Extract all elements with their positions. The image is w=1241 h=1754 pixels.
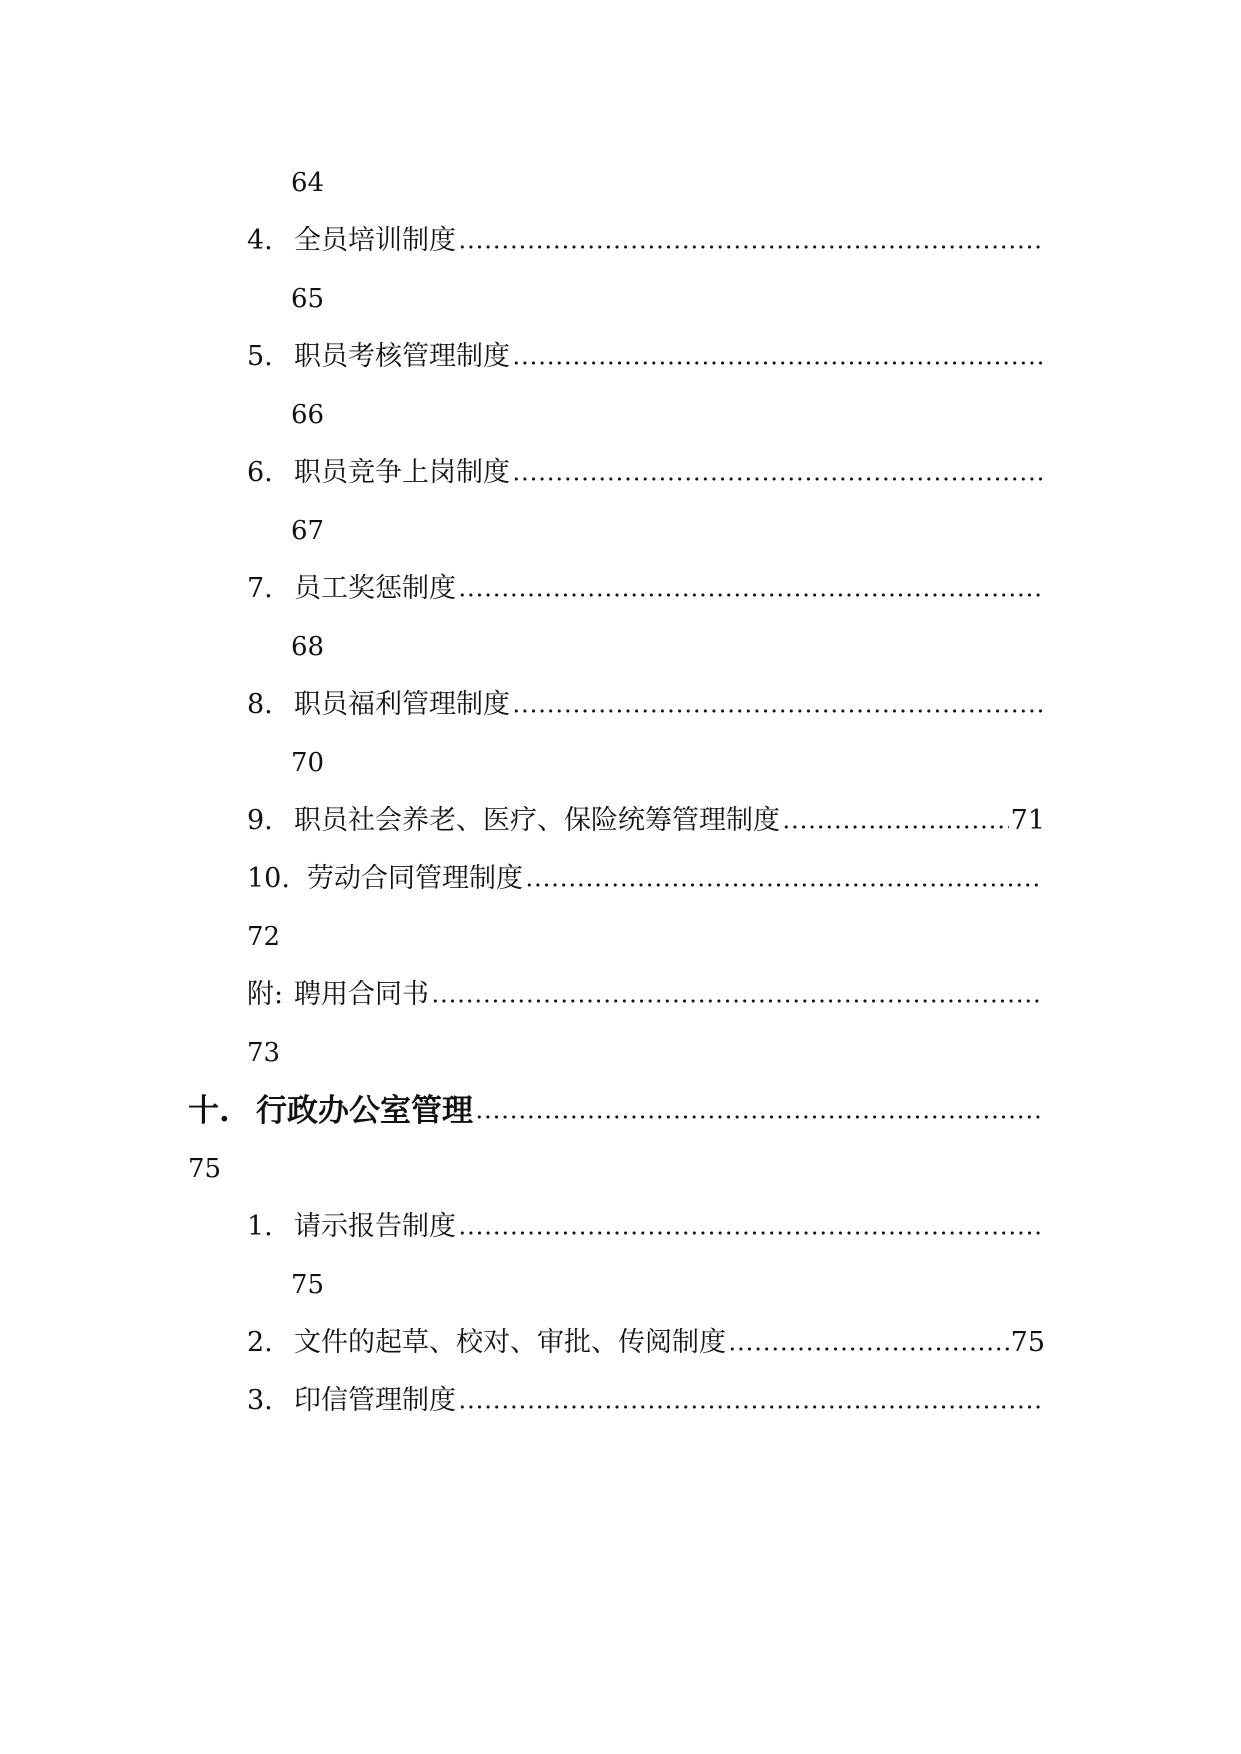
dot-leader <box>431 999 1043 1003</box>
toc-page-number: 75 <box>291 1270 325 1300</box>
toc-page-number: 67 <box>291 516 325 546</box>
toc-page-number: 73 <box>247 1038 281 1068</box>
dot-leader <box>525 883 1043 887</box>
toc-entry-number: 10. <box>247 863 290 894</box>
toc-entry-number: 5. <box>247 341 273 372</box>
toc-section-number: 十. <box>188 1093 230 1129</box>
dot-leader <box>475 1115 1043 1119</box>
toc-section-heading[interactable] <box>188 1091 1045 1131</box>
toc-page-number: 64 <box>291 168 325 198</box>
toc-entry-title: 请示报告制度 <box>294 1211 456 1242</box>
dot-leader <box>728 1347 1009 1351</box>
dot-leader <box>512 709 1043 713</box>
toc-entry[interactable] <box>247 453 1045 493</box>
toc-page-number: 68 <box>291 632 325 662</box>
toc-entry-number: 6. <box>247 457 273 488</box>
toc-entry[interactable] <box>247 685 1045 725</box>
toc-entry[interactable] <box>247 569 1045 609</box>
toc-entry-title: 职员竞争上岗制度 <box>294 457 510 488</box>
dot-leader <box>458 245 1043 249</box>
toc-section-title: 行政办公室管理 <box>256 1093 473 1129</box>
toc-entry-number: 8. <box>247 689 273 720</box>
toc-entry-number: 1. <box>247 1211 273 1242</box>
toc-entry-title: 职员社会养老、医疗、保险统筹管理制度 <box>294 805 780 836</box>
toc-page-number: 75 <box>188 1154 222 1184</box>
toc-entry-page: 71 <box>1010 805 1045 836</box>
toc-entry-number: 3. <box>247 1385 273 1416</box>
dot-leader <box>512 361 1043 365</box>
dot-leader <box>782 825 1009 829</box>
toc-entry[interactable] <box>247 975 1045 1015</box>
toc-entry-page: 75 <box>1010 1327 1045 1358</box>
toc-entry[interactable] <box>247 801 1045 841</box>
dot-leader <box>512 477 1043 481</box>
toc-entry[interactable] <box>247 1323 1045 1363</box>
toc-entry[interactable] <box>247 221 1045 261</box>
toc-entry-number: 9. <box>247 805 273 836</box>
toc-entry-title: 员工奖惩制度 <box>294 573 456 604</box>
toc-entry-number: 4. <box>247 225 273 256</box>
toc-entry[interactable] <box>247 859 1045 899</box>
toc-entry-number: 附: <box>247 979 284 1010</box>
toc-entry[interactable] <box>247 1381 1045 1421</box>
toc-page-number: 66 <box>291 400 325 430</box>
toc-entry-number: 2. <box>247 1327 273 1358</box>
dot-leader <box>458 1405 1043 1409</box>
toc-entry-title: 职员福利管理制度 <box>294 689 510 720</box>
toc-entry-title: 文件的起草、校对、审批、传阅制度 <box>294 1327 726 1358</box>
toc-entry-number: 7. <box>247 573 273 604</box>
toc-page-number: 72 <box>247 922 281 952</box>
toc-entry-title: 职员考核管理制度 <box>294 341 510 372</box>
toc-entry-title: 印信管理制度 <box>294 1385 456 1416</box>
dot-leader <box>458 593 1043 597</box>
dot-leader <box>458 1231 1043 1235</box>
toc-entry-title: 全员培训制度 <box>294 225 456 256</box>
toc-entry[interactable] <box>247 1207 1045 1247</box>
toc-entry-title: 聘用合同书 <box>294 979 429 1010</box>
toc-page-number: 70 <box>291 748 325 778</box>
toc-entry-title: 劳动合同管理制度 <box>307 863 523 894</box>
toc-entry[interactable] <box>247 337 1045 377</box>
toc-page-number: 65 <box>291 284 325 314</box>
